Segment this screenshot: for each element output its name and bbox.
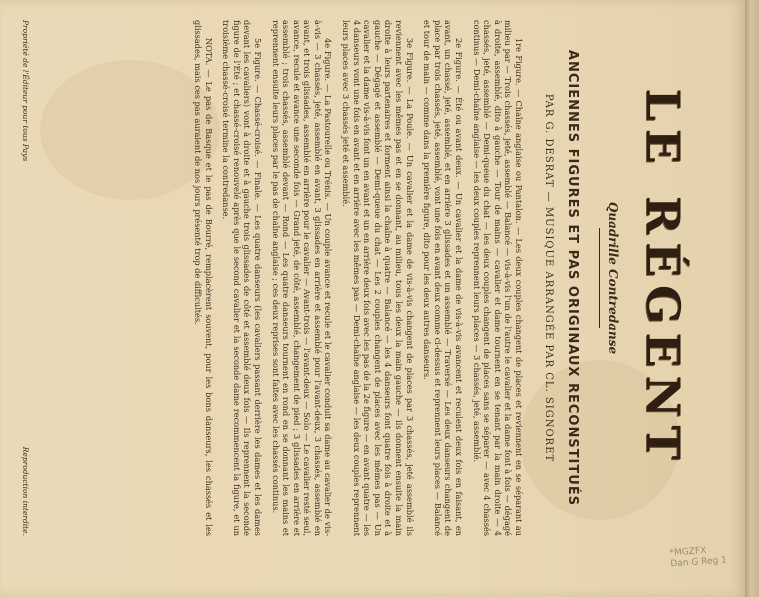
- document-body: [185, 20, 524, 536]
- document-subtitle: Quadrille Contredanse: [606, 201, 620, 355]
- document-heading: ANCIENNES FIGURES ET PAS ORIGINAUX RECONSTITUÉS: [565, 49, 580, 507]
- figure-2-paragraph: 2e Figure. — Été ou avant deux. — Un cavalier et la dame de vis-à-vis avancent et reculent deux fois en faisant, en avant, un chassé, jeté, assemblé, et en arrière 3 glissades et un assemblé — Traversé — Les deux danseurs changent de place par trois chassés, jeté, assemblé, vont une fois en avant deux comme ci-dessus et reprennent leurs places — Balancé et tour de main — comme dans la première figure, dito pour les deux autres danseurs.: [422, 20, 465, 536]
- document-byline: PAR G. DESRAT — MUSIQUE ARRANGÉE PAR CL. SIGNORET: [543, 93, 554, 463]
- pencil-line-1: *MGZFX: [669, 545, 707, 559]
- page-spine: [745, 0, 759, 597]
- footer-rights: Propriété de l'Éditeur pour tous Pays: [21, 20, 30, 162]
- pencil-annotation: [669, 544, 740, 571]
- pencil-line-2: Dan G Reg 1: [670, 555, 728, 570]
- figure-5-paragraph: 5e Figure. — Chassé-croisé. — Finale. — Les quatre danseurs (les cavaliers passant derrière les dames et les dames devant les cavaliers) vont à droite et à gauche trois glissades de côté et assemblé deux fois — Ils reprennent la seconde figure de l'Été ; et chassé-croisé renouvelé après que le second cavalier et la seconde dame recommencent la figure, et un troisième chassé-croisé termine la contredanse.: [221, 20, 263, 536]
- figure-4-paragraph: 4e Figure. — La Pastourelle ou Trénis. — Un couple avance et recule et le cavalier conduit sa dame au cavalier de vis-à-vis — 3 chassés, jeté, assemblé en avant, 3 glissades en arrière et assemblé pour l'avant-deux, 3 chassés, assemblé en avant, et trois glissades, assemblé en arrière pour le cavalier — Avant-trois — l'avant-deux — Solo — Le cavalier resté seul, avance, recule et avance une seconde fois — Grand jeté, de côté, assemblé, changement de pied ; 3 glissades en arrière et assemblé ; trois chassés, assemblé devant — Rond — Les quatre danseurs tournent en rond en se donnant les mains et reprennent ensuite leurs places par le pas de chaîne anglaise ; ces deux reprises sont faites avec les chassés continus.: [270, 20, 334, 536]
- figure-3-paragraph: 3e Figure. — La Poule. — Un cavalier et la dame de vis-à-vis changent de places par 3 chassés, jeté assemblé ils reviennent avec les mêmes pas et en se donnant, au milieu, tous les deux la main gauche — ils donnent ensuite la main droite à leurs partenaires et forment ainsi la chaîne à quatre — Balancé — les 4 danseurs font quatre fois à droite et à gauche — Dégagé et assemblé — Demi-queue du chat — Les 2 couples changent de places avec les mêmes pas — Un cavalier et la dame vis-à-vis font un en avant et un en arrière deux fois avec les pas de la 2e figure — en avant quatre — les 4 danseurs vont une fois en avant et en arrière avec les mêmes pas — Demi-chaîne anglaise — les deux couples reprennent leurs places avec 3 chassés jeté et assemblé.: [341, 20, 415, 536]
- figure-1-paragraph: 1re Figure. — Chaîne anglaise ou Pantalon. — Les deux couples changent de places et reviennent en se séparant au milieu par — Trois chassés, jeté, assemblé — Balancé — vis-à-vis l'un de l'autre le cavalier et la dame font à fois — dégagé à droite, assemblé, dito à gauche — Tour de mains — cavalier et dame tournent en se tenant par la main droite — 4 chassés, jeté, assemblé — Demi-queue du chat — les deux couples changent de places sans se séparer — avec 4 chassés continus — Demi-chaîne anglaise — les deux couples reprennent leurs places — 3 chassés, jeté, assemblé.: [471, 20, 524, 536]
- title-divider: [599, 228, 600, 328]
- document-title: LE RÉGENT: [636, 88, 690, 468]
- footer-reproduction: Reproduction interdite.: [21, 446, 30, 536]
- nota-paragraph: NOTA. — Le pas de Basque et le pas de Bourré, remplacèrent souvent, pour les bons danseurs, les chassés et les glissades, mais ces pas auraient de nos jours présenté trop de difficultés.: [192, 20, 214, 536]
